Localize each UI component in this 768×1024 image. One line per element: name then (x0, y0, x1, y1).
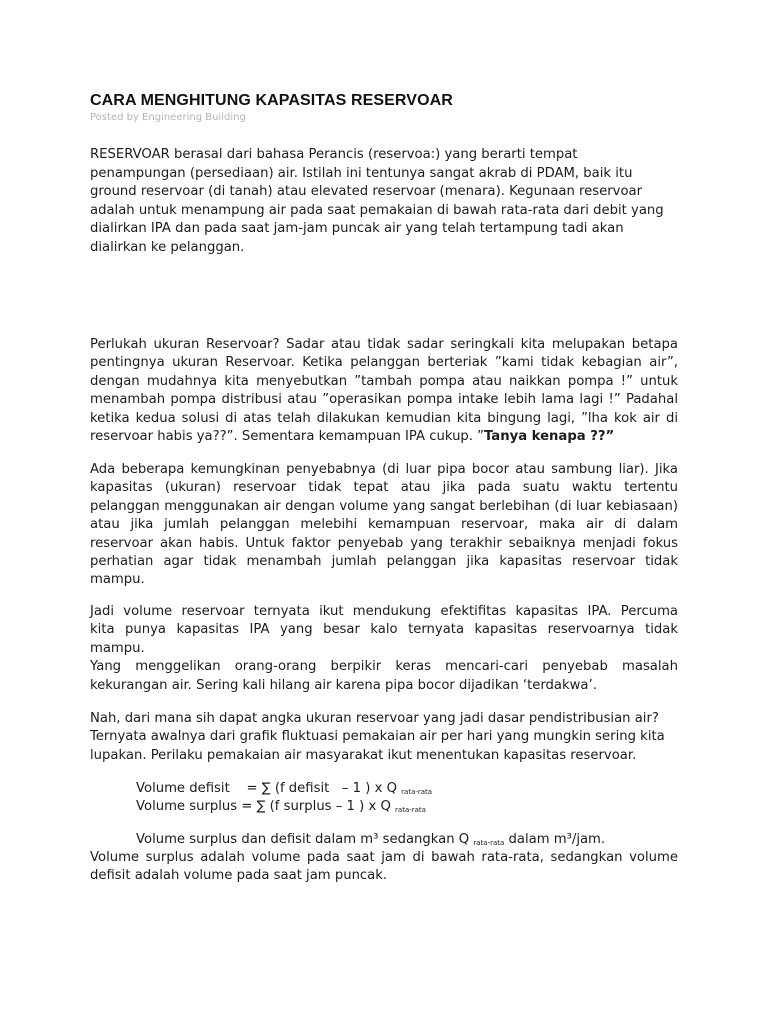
paragraph-line: ketika kedua solusi di atas telah dilakukan kemudian kita bingung lagi, ”lha kok air di (90, 410, 678, 426)
paragraph-line (90, 428, 678, 446)
emphasis-text: Tanya kenapa ??” (484, 429, 615, 445)
paragraph-need (90, 336, 678, 446)
paragraph-line: perhatian agar tidak menambah jumlah pelanggan jika kapasitas reservoar tidak (90, 554, 678, 570)
paragraph-line: Volume surplus adalah volume pada saat jam di bawah rata-rata, sedangkan volume (90, 850, 678, 865)
units-subscript: rata-rata (473, 839, 505, 847)
paragraph-line: Ternyata awalnya dari grafik fluktuasi pemakaian air per hari yang mungkin sering kita (90, 729, 665, 745)
paragraph-line: kita punya kapasitas IPA yang besar kalo ternyata kapasitas reservoarnya tidak (90, 622, 678, 638)
paragraph-line: Yang menggelikan orang-orang berpikir keras mencari-cari penyebab masalah (90, 659, 678, 675)
paragraph-line: kekurangan air. Sering kali hilang air karena pipa bocor dijadikan ‘terdakwa’. (90, 677, 597, 693)
paragraph-line: mampu. (90, 640, 145, 656)
formula-text: Volume defisit = ∑ (f defisit – 1 ) x Q (136, 781, 402, 796)
paragraph-line: Ada beberapa kemungkinan penyebabnya (di luar pipa bocor atau sambung liar). Jika (90, 462, 678, 477)
paragraph-definition (90, 849, 678, 886)
paragraph-origin (90, 710, 678, 765)
paragraph-line: dialirkan IPA dan pada saat jam-jam puncak air yang telah tertampung tadi akan (90, 221, 624, 237)
byline: Posted by Engineering Building (90, 112, 246, 123)
paragraph-effectiveness (90, 603, 678, 695)
paragraph-line: pelanggan menggunakan air dengan volume yang sangat berlebihan (di luar kebiasaan) (90, 498, 678, 514)
paragraph-line-text: reservoar habis ya??”. Sementara kemampuan IPA cukup. ” (90, 429, 485, 445)
page-title: CARA MENGHITUNG KAPASITAS RESERVOAR (90, 92, 453, 109)
paragraph-line: atau jika jumlah pelanggan melebihi kemampuan reservoar, maka air di dalam (90, 517, 678, 533)
units-text: Volume surplus dan defisit dalam m³ sedangkan Q (136, 832, 474, 847)
paragraph-line: kapasitas (ukuran) reservoar tidak tepat atau jika pada suatu waktu tertentu (90, 480, 678, 496)
paragraph-line: reservoar akan habis. Untuk faktor penyebab yang terakhir sebaiknya menjadi fokus (90, 535, 678, 551)
formula-subscript: rata-rata (395, 806, 426, 814)
paragraph-line: penampungan (persediaan) air. Istilah ini tentunya sangat akrab di PDAM, baik itu (90, 165, 633, 181)
paragraph-line: pentingnya ukuran Reservoar. Ketika pelanggan berteriak ”kami tidak kebagian air”, (90, 355, 678, 371)
paragraph-line: dengan mudahnya kita menyebutkan ”tambah pompa atau naikkan pompa !” untuk (90, 373, 678, 389)
units-text: dalam m³/jam. (504, 832, 606, 847)
paragraph-line: mampu. (90, 572, 145, 588)
formula-text: Volume surplus = ∑ (f surplus – 1 ) x Q (136, 799, 396, 814)
paragraph-line: menambah pompa distribusi atau ”operasikan pompa intake lebih lama lagi !” Padahal (90, 392, 678, 408)
formula-surplus (136, 798, 426, 819)
paragraph-line: lupakan. Perilaku pemakaian air masyarakat ikut menentukan kapasitas reservoar. (90, 747, 637, 763)
paragraph-line: adalah untuk menampung air pada saat pemakaian di bawah rata-rata dari debit yang (90, 202, 664, 218)
paragraph-intro (90, 146, 678, 258)
paragraph-line: Perlukah ukuran Reservoar? Sadar atau tidak sadar seringkali kita melupakan betapa (90, 337, 678, 352)
formula-subscript: rata-rata (401, 788, 433, 796)
paragraph-line: Nah, dari mana sih dapat angka ukuran reservoar yang jadi dasar pendistribusian air? (90, 711, 659, 726)
paragraph-line: ground reservoar (di tanah) atau elevated reservoar (menara). Kegunaan reservoar (90, 184, 643, 200)
paragraph-line: Jadi volume reservoar ternyata ikut mendukung efektifitas kapasitas IPA. Percuma (90, 604, 678, 619)
paragraph-line: dialirkan ke pelanggan. (90, 239, 245, 255)
paragraph-line: RESERVOAR berasal dari bahasa Perancis (reservoa:) yang berarti tempat (90, 147, 578, 162)
paragraph-causes (90, 461, 678, 590)
paragraph-line: defisit adalah volume pada saat jam puncak. (90, 868, 388, 884)
